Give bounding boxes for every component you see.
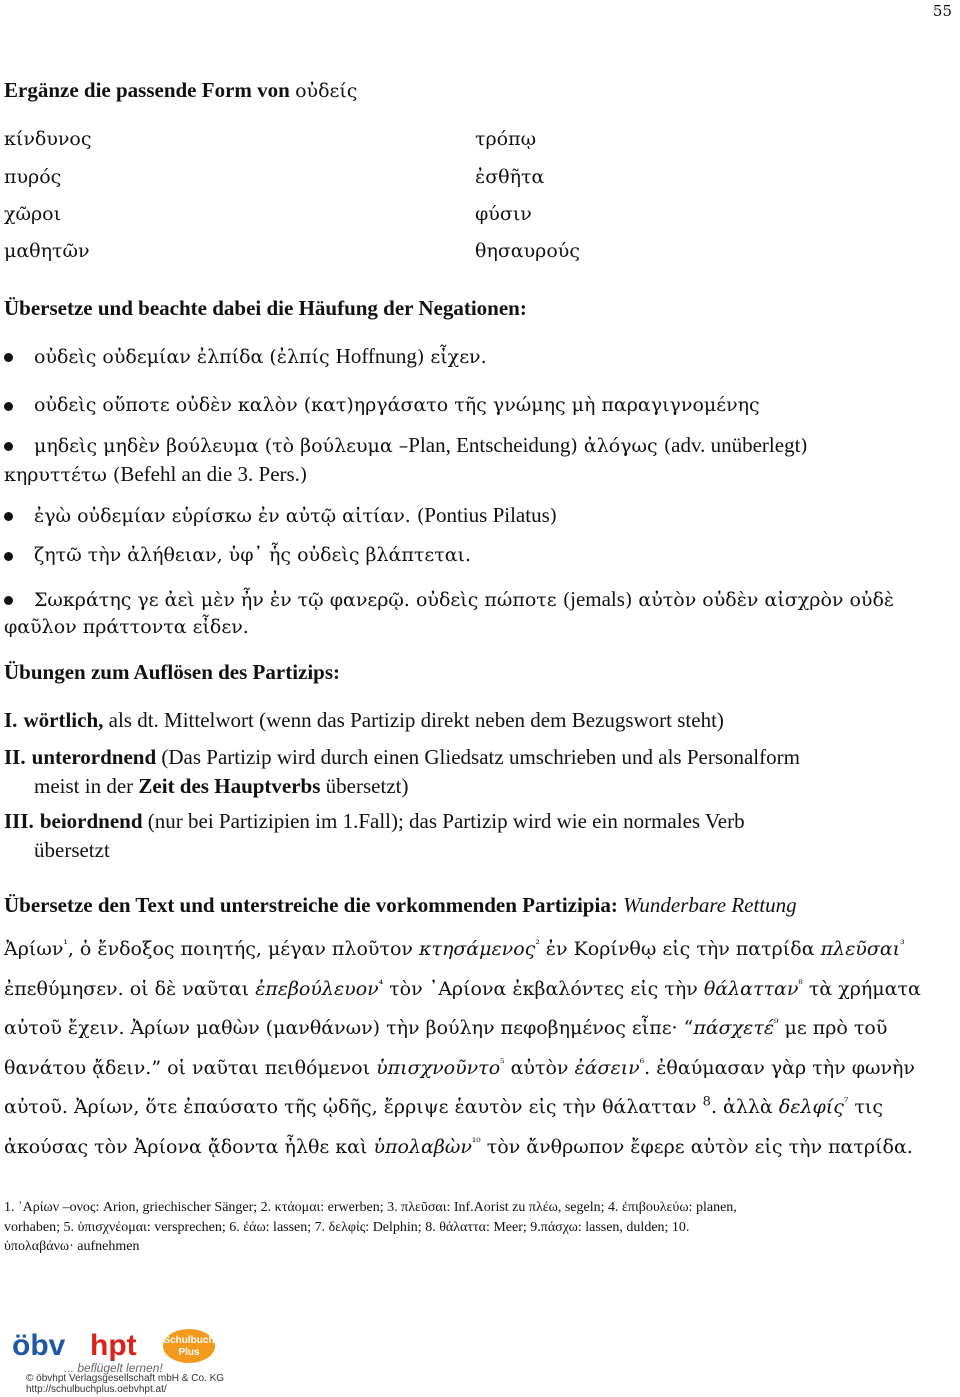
svg-text:Plus: Plus (178, 1347, 200, 1358)
word-list-left-2: πυρός (4, 166, 62, 188)
footnote-line-3: ὑπολαβάνω· aufnehmen (4, 1239, 140, 1254)
word-list-right-2: ἐσθῆτα (475, 166, 545, 188)
footnote-line-1: 1. ᾿Αρίων –ονος: Arion, griechischer Sänger; 2. κτάομαι: erwerben; 3. πλεῦσαι: Inf.Aorist zu πλέω, segeln; 4. ἐπιβουλεύω: planen, (4, 1200, 737, 1215)
participle-rule-2: II. unterordnend (Das Partizip wird durch einen Gliedsatz umschrieben und als Personalform meist in der Zeit des Hauptverbs übersetzt) (4, 745, 800, 798)
list-item-continuation: κηρυττέτω (Befehl an die 3. Pers.) (4, 462, 308, 486)
footnotes (4, 1198, 950, 1257)
participle-rule-3: III. beiordnend (nur bei Partizipien im 1.Fall); das Partizip wird wie ein normales Verb übersetzt (4, 809, 745, 862)
footnote-line-2: vorhaben; 5. ὑπισχνέομαι: versprechen; 6. ἐάω: lassen; 7. δελφίς: Delphin; 8. θάλαττα: Meer; 9.πάσχω: lassen, dulden; 10. (4, 1219, 690, 1235)
page-number: 55 (932, 2, 952, 20)
word-list-left-1: κίνδυνος (4, 128, 92, 150)
word-list-left-4: μαθητῶν (4, 240, 90, 262)
story-line-2: ἐπεθύμησεν. οἱ δὲ ναῦται ἐπεβούλευον$^{^4}$ τὸν ᾿Αρίονα ἐκβαλόντες εἰς τὴν θάλατταν$^{^8}$ τὰ χρήματα (4, 977, 921, 1000)
exercise-2-heading: Übersetze und beachte dabei die Häufung der Negationen: (4, 296, 527, 320)
svg-text:Schulbuch: Schulbuch (163, 1335, 215, 1346)
list-item: μηδεὶς μηδὲν βούλευμα (τὸ βούλευμα –Plan, Entscheidung) ἀλόγως (adv. unüberlegt) (4, 430, 956, 462)
list-item: Σωκράτης γε ἀεὶ μὲν ἦν ἐν τῷ φανερῷ. οὐδεὶς πώποτε (jemals) αὐτὸν οὐδὲν αἰσχρὸν οὐδὲ (4, 584, 956, 616)
list-item: οὐδεὶς οὐδεμίαν ἐλπίδα (ἐλπίς Hoffnung) εἶχεν. (4, 341, 956, 373)
story-line-4: θανάτου ᾄδειν.” οἱ ναῦται πειθόμενοι ὑπισχνοῦντο$^{^5}$ αὐτὸν ἐάσειν$^{^6}$. ἐθαύμασαν γὰρ τὴν φωνὴν (4, 1056, 915, 1079)
story-line-6: ἀκούσας τὸν Ἀρίονα ᾄδοντα ἦλθε καὶ ὑπολαβὼν$^{^{10}}$ τὸν ἄνθρωπον ἔφερε αὐτὸν εἰς τὴν πατρίδα. (4, 1135, 913, 1158)
bullet-icon (4, 596, 13, 605)
story-line-3: αὐτοῦ ἔχειν. Ἀρίων μαθὼν (μανθάνων) τὴν βούλην πεφοβημένος εἶπε· “πάσχετέ$^{^9}$ με πρὸ τοῦ (4, 1016, 888, 1039)
exercise-4-heading: Übersetze den Text und unterstreiche die vorkommenden Partizipia: Wunderbare Rettung (4, 893, 797, 917)
word-list-right-1: τρόπῳ (475, 128, 537, 150)
logo-url: http://schulbuchplus.oebvhpt.at/ (26, 1384, 167, 1395)
story-line-1: Ἀρίων$^{^1}$, ὁ ἔνδοξος ποιητής, μέγαν πλοῦτον κτησάμενος$^{^2}$ ἐν Κορίνθῳ εἰς τὴν πατρίδα πλεῦσαι$^{^3}$ (4, 937, 905, 960)
story-text (4, 930, 950, 1167)
word-list-left-3: χῶροι (4, 203, 62, 225)
word-list-right-4: θησαυρούς (475, 240, 580, 262)
list-item: ζητῶ τὴν ἀλήθειαν, ὑφ᾽ ἧς οὐδεὶς βλάπτεται. (4, 540, 956, 571)
list-item: οὐδεὶς οὔποτε οὐδὲν καλὸν (κατ)ηργάσατο τῆς γνώμης μὴ παραγιγνομένης (4, 390, 956, 421)
schulbuch-plus-badge (162, 1328, 216, 1364)
participle-rule-1: I. wörtlich, als dt. Mittelwort (wenn das Partizip direkt neben dem Bezugswort steht) (4, 708, 724, 732)
logo-copyright: © öbvhpt Verlagsgesellschaft mbH & Co. KG (26, 1373, 225, 1384)
bullet-icon (4, 402, 13, 411)
bullet-icon (4, 353, 13, 362)
word-list-right-3: φύσιν (475, 203, 532, 225)
story-line-5: αὐτοῦ. Ἀρίων, ὅτε ἐπαύσατο τῆς ᾠδῆς, ἔρριψε ἑαυτὸν εἰς τὴν θάλατταν $^8$. ἀλλὰ δελφίς$^{^7}$ τις (4, 1094, 883, 1118)
list-item-continuation: φαῦλον πράττοντα εἶδεν. (4, 616, 249, 638)
bullet-icon (4, 512, 13, 521)
svg-text:hpt: hpt (90, 1329, 137, 1362)
list-item: ἐγὼ οὐδεμίαν εὑρίσκω ἐν αὐτῷ αἰτίαν. (Pontius Pilatus) (4, 500, 956, 532)
bullet-icon (4, 552, 13, 561)
logo-tagline: ... beflügelt lernen! (64, 1361, 163, 1375)
bullet-icon (4, 442, 13, 451)
svg-text:öbv: öbv (12, 1329, 66, 1362)
publisher-logo (10, 1325, 270, 1395)
exercise-3-heading: Übungen zum Auflösen des Partizips: (4, 660, 341, 684)
schulbuch-plus-icon (162, 1328, 216, 1364)
oebvhpt-logo-icon (10, 1325, 160, 1365)
exercise-1-heading: Ergänze die passende Form von οὐδείς (4, 78, 358, 102)
